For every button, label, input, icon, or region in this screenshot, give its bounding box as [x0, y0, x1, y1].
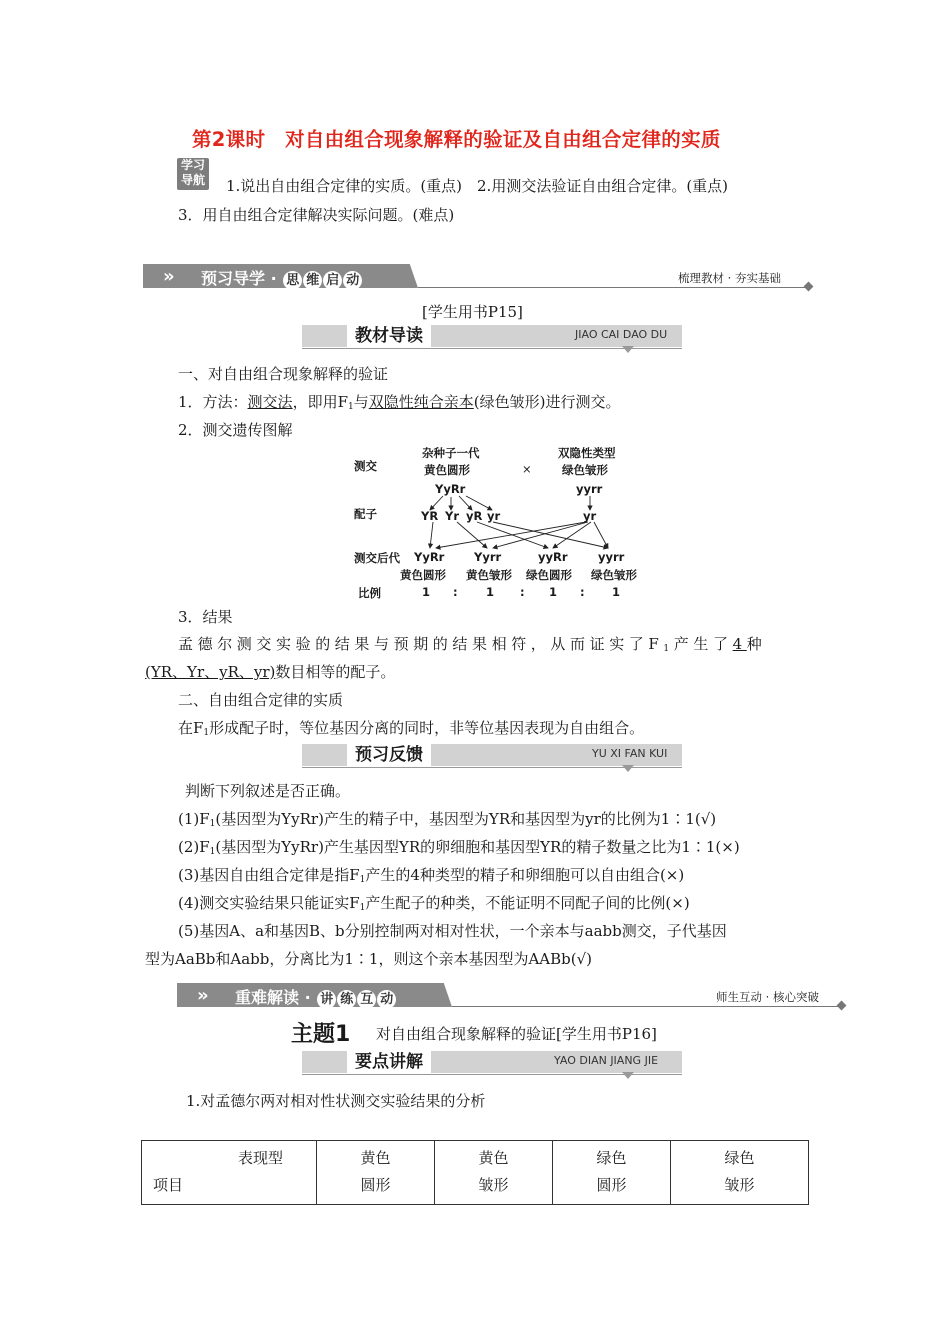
subscript: 1 — [359, 875, 366, 885]
judge-item — [178, 865, 684, 890]
analysis-heading: 1.对孟德尔两对相对性状测交实验结果的分析 — [186, 1092, 486, 1110]
text: (1)F — [178, 810, 210, 828]
ratio-value: 1 — [422, 585, 431, 599]
text: 1．方法： — [178, 393, 248, 411]
gamete: yr — [487, 509, 501, 523]
subscript: 1 — [203, 728, 210, 738]
chevron-icon: » — [163, 266, 175, 287]
circled-char: 讲 — [317, 990, 336, 1009]
topic-text: 对自由组合现象解释的验证[学生用书P16] — [376, 1025, 657, 1043]
text: (4)测交实验结果只能证实F — [178, 894, 360, 912]
judge-item — [178, 809, 716, 834]
cross-symbol: × — [522, 462, 532, 476]
subhead-pinyin: JIAO CAI DAO DU — [575, 328, 668, 341]
banner-title-main: 预习导学 · — [201, 269, 283, 288]
judge-item — [178, 893, 690, 918]
answer-count: 4 — [732, 635, 747, 653]
corner-bottom: 项目 — [153, 1176, 184, 1194]
subhead-feedback — [302, 744, 682, 766]
judge-intro: 判断下列叙述是否正确。 — [185, 782, 351, 800]
method-line — [178, 392, 620, 417]
p1-title: 杂种子一代 — [422, 446, 480, 460]
table-header-cell — [435, 1141, 553, 1205]
table-corner-cell — [142, 1141, 317, 1205]
result-heading: 3．结果 — [178, 608, 233, 626]
offspring-phenotype: 绿色圆形 — [526, 568, 572, 582]
gamete: yR — [466, 509, 483, 523]
answer-gametes: (YR、Yr、yR、yr) — [145, 663, 276, 681]
circled-char: 启 — [323, 271, 342, 290]
subhead-label: 教材导读 — [347, 325, 431, 347]
banner-key-points — [177, 983, 457, 1007]
chevron-icon: » — [197, 985, 209, 1006]
badge-line-1: 学习 — [180, 158, 205, 172]
result-line-2 — [145, 662, 395, 682]
cell-text: 绿色 — [724, 1149, 755, 1167]
cell-text: 绿色 — [596, 1149, 627, 1167]
subscript: 1 — [347, 402, 354, 412]
circled-char: 维 — [303, 271, 322, 290]
label-offspring: 测交后代 — [354, 551, 400, 565]
subhead-explain — [302, 1051, 682, 1073]
subhead-pinyin: YAO DIAN JIANG JIE — [554, 1054, 659, 1067]
topic-label: 主题1 — [291, 1022, 351, 1047]
essence-line — [178, 718, 644, 743]
text: (基因型为YyRr)产生的精子中，基因型为YR和基因型为yr的比例为1∶1(√) — [215, 810, 717, 828]
cell-text: 黄色 — [478, 1149, 509, 1167]
text: ，即用F — [292, 393, 348, 411]
banner-right-text: 师生互动 · 核心突破 — [716, 990, 819, 1004]
banner-preview — [143, 264, 423, 288]
judge-item-5-line-1: (5)基因A、a和基因B、b分别控制两对相对性状，一个亲本与aabb测交，子代基因 — [178, 922, 727, 940]
text: 产生的4种类型的精子和卵细胞可以自由组合(×) — [365, 866, 685, 884]
objectives-line-2: 3．用自由组合定律解决实际问题。(难点) — [178, 206, 455, 224]
offspring-phenotype: 黄色圆形 — [400, 568, 446, 582]
subhead-label: 要点讲解 — [347, 1051, 431, 1073]
text: (绿色皱形)进行测交。 — [473, 393, 621, 411]
triangle-down-icon — [622, 346, 634, 353]
triangle-down-icon — [622, 1072, 634, 1079]
banner-underline — [452, 1006, 842, 1007]
page-title: 第2课时 对自由组合现象解释的验证及自由组合定律的实质 — [192, 128, 721, 151]
ratio-sep: : — [520, 585, 525, 599]
text: 形成配子时，等位基因分离的同时，非等位基因表现为自由组合。 — [209, 719, 645, 737]
judge-item — [178, 837, 740, 862]
p2-title: 双隐性类型 — [558, 446, 616, 460]
subscript: 1 — [663, 644, 674, 654]
cell-text: 圆形 — [596, 1176, 627, 1194]
subhead-textbook — [302, 325, 682, 347]
result-line-1 — [178, 634, 766, 659]
cell-text: 皱形 — [478, 1176, 509, 1194]
gamete: YR — [421, 509, 439, 523]
banner-right-text: 梳理教材 · 夯实基础 — [678, 271, 781, 285]
offspring-genotype: Yyrr — [474, 550, 502, 564]
diagram-heading: 2．测交遗传图解 — [178, 421, 293, 439]
table-row — [142, 1141, 809, 1205]
ratio-value: 1 — [612, 585, 621, 599]
p2-genotype: yyrr — [576, 482, 603, 496]
banner-title — [235, 985, 396, 1009]
subscript: 1 — [209, 847, 216, 857]
cell-text: 黄色 — [360, 1149, 391, 1167]
text: 与 — [353, 393, 369, 411]
book-ref: [学生用书P15] — [422, 303, 523, 321]
diamond-icon — [804, 282, 814, 292]
objectives-line-1: 1.说出自由组合定律的实质。(重点) 2.用测交法验证自由组合定律。(重点) — [226, 177, 729, 195]
text: 产生了 — [673, 635, 733, 653]
banner-title — [201, 266, 362, 290]
triangle-down-icon — [622, 765, 634, 772]
subscript: 1 — [209, 819, 216, 829]
table-header-cell — [553, 1141, 671, 1205]
answer-parent: 双隐性纯合亲本 — [368, 393, 474, 411]
cell-text: 皱形 — [724, 1176, 755, 1194]
corner-top: 表现型 — [238, 1149, 284, 1167]
circled-char: 互 — [357, 990, 376, 1009]
offspring-phenotype: 黄色皱形 — [466, 568, 512, 582]
diamond-icon — [837, 1001, 847, 1011]
section-heading-2: 二、自由组合定律的实质 — [178, 691, 344, 709]
offspring-genotype: YyRr — [414, 550, 445, 564]
text: 产生配子的种类，不能证明不同配子间的比例(×) — [365, 894, 690, 912]
answer-method: 测交法 — [247, 393, 293, 411]
judge-item-5-line-2: 型为AaBb和Aabb，分离比为1∶1，则这个亲本基因型为AABb(√) — [145, 950, 593, 968]
text: 孟德尔测交实验的结果与预期的结果相符，从而证实了F — [178, 635, 664, 653]
study-guide-badge — [177, 158, 209, 190]
ratio-sep: : — [580, 585, 585, 599]
gamete: Yr — [445, 509, 459, 523]
offspring-genotype: yyRr — [538, 550, 568, 564]
text: 数目相等的配子。 — [275, 663, 396, 681]
p2-phenotype: 绿色皱形 — [562, 463, 608, 477]
ratio-value: 1 — [486, 585, 495, 599]
circled-char: 动 — [377, 990, 396, 1009]
p1-phenotype: 黄色圆形 — [424, 463, 470, 477]
offspring-phenotype: 绿色皱形 — [591, 568, 637, 582]
gamete-recessive: yr — [583, 509, 597, 523]
text: (3)基因自由组合定律是指F — [178, 866, 360, 884]
ratio-sep: : — [453, 585, 458, 599]
text: (2)F — [178, 838, 210, 856]
subscript: 1 — [359, 903, 366, 913]
circled-char: 动 — [343, 271, 362, 290]
label-cross: 测交 — [354, 459, 377, 473]
section-heading-1: 一、对自由组合现象解释的验证 — [178, 365, 389, 383]
testcross-diagram — [340, 440, 660, 600]
circled-char: 思 — [283, 271, 302, 290]
label-ratio: 比例 — [358, 586, 381, 600]
text: (基因型为YyRr)产生基因型YR的卵细胞和基因型YR的精子数量之比为1∶1(×) — [215, 838, 740, 856]
results-table — [141, 1140, 809, 1205]
text: 在F — [178, 719, 204, 737]
circled-char: 练 — [337, 990, 356, 1009]
banner-title-main: 重难解读 · — [235, 988, 317, 1007]
offspring-genotype: yyrr — [598, 550, 625, 564]
label-gamete: 配子 — [354, 507, 377, 521]
banner-underline — [418, 287, 808, 288]
ratio-value: 1 — [549, 585, 558, 599]
text: 种 — [746, 635, 767, 653]
p1-genotype: YyRr — [435, 482, 466, 496]
table-header-cell — [317, 1141, 435, 1205]
subhead-pinyin: YU XI FAN KUI — [592, 747, 668, 760]
table-header-cell — [671, 1141, 809, 1205]
cell-text: 圆形 — [360, 1176, 391, 1194]
subhead-label: 预习反馈 — [347, 744, 431, 766]
badge-line-2: 导航 — [180, 173, 205, 187]
